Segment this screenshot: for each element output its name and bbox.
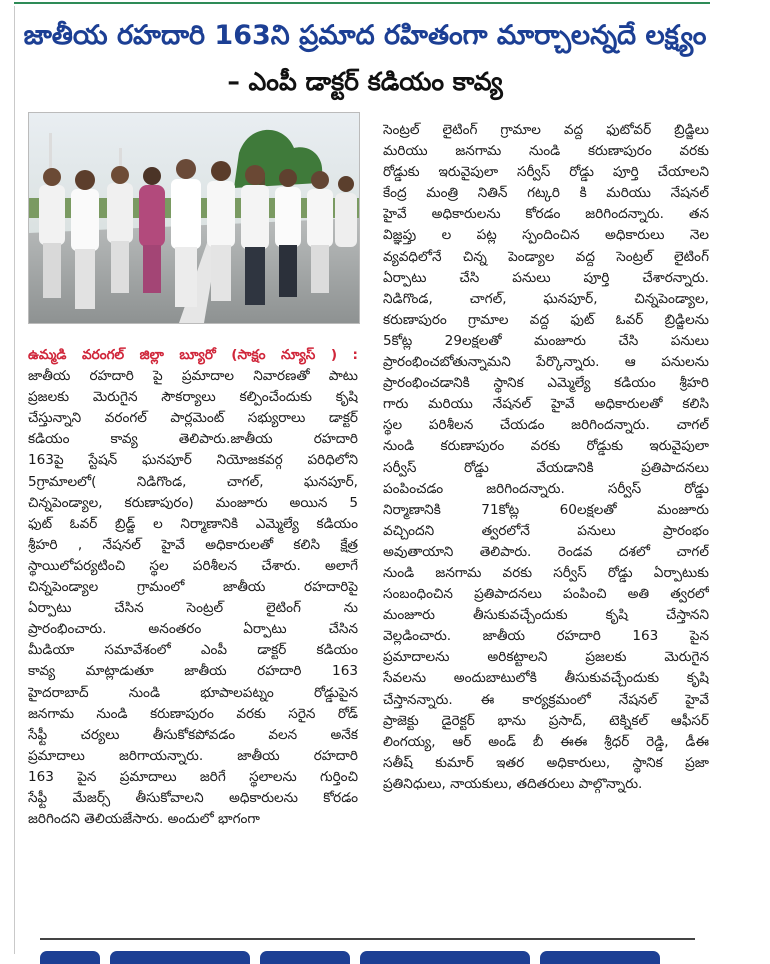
article-line: చిన్నపెండ్యాల గ్రామంలో జాతీయ రహదారిపై [28,579,358,596]
article-line: సేఫ్టీ మేజర్స్ తీసుకోవాలని అధికారులను కోరడం [28,789,358,806]
article-line: పంపించడం జరిగిందన్నారు. సర్వీస్ రోడ్డు [383,480,709,497]
article-line: చేస్తున్నాని వరంగల్ పార్లమెంట్ సభ్యురాలు డాక్టర్ [28,410,358,427]
article-line: స్థల పరిశీలన చేయడం జరిగిందన్నారు. చాగల్ [383,417,709,434]
article-line: నుండి జనగామ వరకు సర్వీస్ రోడ్డు ఏర్పాటుకు [383,564,709,581]
article-line: సంబంధించిన ప్రతిపాదనలు పంపించి అతి త్వరలో [383,586,709,603]
article-line: నిడిగొండ, చాగల్, ఘనపూర్, చిన్నపెండ్యాల, [383,290,709,307]
article-line: మంజూరు తీసుకువచ్చేందుకు కృషి చేస్తానని [383,607,709,624]
article-line: కావ్య మాట్లాడుతూ జాతీయ రహదారి 163 [28,663,358,680]
article-line: వచ్చిందని త్వరలోనే పనులు ప్రారంభం [383,522,709,539]
subheadline: – ఎంపీ డాక్టర్ కడియం కావ్య [227,67,503,96]
article-line: ఫుట్ ఓవర్ బ్రిడ్జ్ ల నిర్మాణానికి ఎమ్మెల్యే కడియం [28,515,358,532]
article-line: హైవే అధికారులను కోరడం జరిగిందన్నారు. తన [383,206,709,223]
article-line: ప్రాజెక్టు డైరెక్టర్ భాను ప్రసాద్, టెక్నికల్ ఆఫీసర్ [383,712,709,729]
article-line: ప్రారంభించడానికి స్థానిక ఎమ్మెల్యే కడియం శ్రీహరి [383,375,709,392]
article-line: జాతీయ రహదారి పై ప్రమాదాల నివారణతో పాటు [28,368,358,385]
article-line: ప్రమాదాలను అరికట్టాలని ప్రజలకు మెరుగైన [383,649,709,666]
article-line: రోడ్డుకు ఇరువైపులా సర్వీస్ రోడ్డు పూర్తి చేయాలని [383,164,709,181]
article-line: కడియం కావ్య తెలిపారు.జాతీయ రహదారి [28,431,358,448]
article-line: అవుతాయాని తెలిపారు. రెండవ దశలో చాగల్ [383,543,709,560]
article-line: సతీష్ కుమార్ ఇతర అధికారులు, స్థానిక ప్రజా [383,754,709,771]
article-right-column [383,120,709,795]
news-photo-image [29,113,359,323]
article-line: సెంట్రల్ లైటింగ్ గ్రామాల వద్ద ఫుటోవర్ బ్రిడ్జిలు [383,122,709,138]
article-line: ప్రతినిధులు, నాయకులు, తదితరులు పాల్గొన్నారు. [383,775,643,792]
article-line: మరియు జనగామ నుండి కరుణాపురం వరకు [383,143,709,160]
article-line: జనగామ నుండి కరుణాపురం వరకు సరైన రోడ్ [28,705,358,722]
dateline: ఉమ్మడి వరంగల్ జిల్లా బ్యూరో (సాక్షం న్యూస్ ) : [28,347,358,363]
article-line: ప్రారంభించారు. అనంతరం ఏర్పాటు చేసిన [28,621,358,638]
article-line: గారు మరియు నేషనల్ హైవే అధికారులతో కలిసి [383,396,709,413]
article-line: వ్యవధిలోనే చిన్న పెండ్యాల వద్ద సెంట్రల్ లైటింగ్ [383,248,709,265]
bottom-divider [40,938,695,940]
article-line: శ్రీహరి , నేషనల్ హైవే అధికారులతో కలిసి క్షేత్ర [28,536,358,553]
article-line: కేంద్ర మంత్రి నితిన్ గట్కరి కి మరియు నేషనల్ [383,185,709,202]
article-line: నిర్మాణానికి 71కోట్ల 60లక్షలతో మంజూరు [383,501,709,518]
article-line: సేవలను అందుబాటులోకి తీసుకువచ్చేందుకు కృషి [383,670,709,687]
article-line: ప్రజలకు మెరుగైన సౌకర్యాలు కల్పించేందుకు కృషి [28,389,358,406]
article-line: ఏర్పాటు చేసి పనులు పూర్తి చేశారన్నారు. [383,269,709,286]
right-column-body [383,120,709,795]
article-line: 5గ్రామాలలో( నిడిగొండ, చాగల్, ఘనపూర్, [28,473,358,490]
top-accent-rule [14,2,710,4]
article-line: స్థాయిలోపర్యటించి స్థల పరిశీలన చేశారు. అలాగే [28,557,358,574]
article-line: సర్వీస్ రోడ్డు వేయడానికి ప్రతిపాదనలు [383,459,709,476]
article-line: ప్రమాదాలు జరిగాయన్నారు. జాతీయ రహదారి [28,747,358,764]
article-line: లింగయ్య, ఆర్ అండ్ బీ ఈఈ శ్రీధర్ రెడ్డి, డీఈ [383,733,709,750]
article-line: మీడియా సమావేశంలో ఎంపీ డాక్టర్ కడియం [28,642,358,659]
article-left-column [28,345,358,830]
article-line: 5కోట్ల 29లక్షలతో మంజూరు చేసి పనులు [383,332,709,349]
article-line: వెల్లడించారు. జాతీయ రహదారి 163 పైన [383,628,709,645]
article-line: సేఫ్టీ చర్యలు తీసుకోకపోవడం వలన అనేక [28,726,358,743]
article-line: ఏర్పాటు చేసిన సెంట్రల్ లైటింగ్ ను [28,600,358,617]
left-margin-rule [14,6,15,954]
article-line: కరుణాపురం గ్రామాల వద్ద ఫుట్ ఓవర్ బ్రిడ్జిలను [383,311,709,328]
article-line: 163పై స్టేషన్ ఘనపూర్ నియోజకవర్గ పరిధిలోని [28,452,358,469]
article-line: విజ్ఞప్తు ల పట్ల స్పందించిన అధికారులు నెల [383,227,709,244]
article-line: జరిగిందని తెలియజేసారు. అందులో భాగంగా [28,811,260,828]
article-line: చిన్నపెండ్యాల, కరుణాపురం) మంజూరు అయిన 5 [28,494,358,511]
article-line: ప్రారంభించబోతున్నామని పేర్కొన్నారు. ఆ పనులను [383,354,709,371]
next-headline-fragment [40,950,695,964]
article-line: హైదరాబాద్ నుండి భూపాలపట్నం రోడ్డుపైన [28,684,358,701]
headline: జాతీయ రహదారి 163ని ప్రమాద రహితంగా మార్చాలన్నదే లక్ష్యం [23,20,707,51]
article-line: చేస్తానన్నారు. ఈ కార్యక్రమంలో నేషనల్ హైవే [383,691,709,708]
article-line: 163 పైన ప్రమాదాలు జరిగే స్థలాలను గుర్తించి [28,768,358,785]
left-column-body [28,366,358,830]
news-photo [28,112,360,324]
article-line: నుండి కరుణాపురం వరకు రోడ్డుకు ఇరువైపులా [383,438,709,455]
